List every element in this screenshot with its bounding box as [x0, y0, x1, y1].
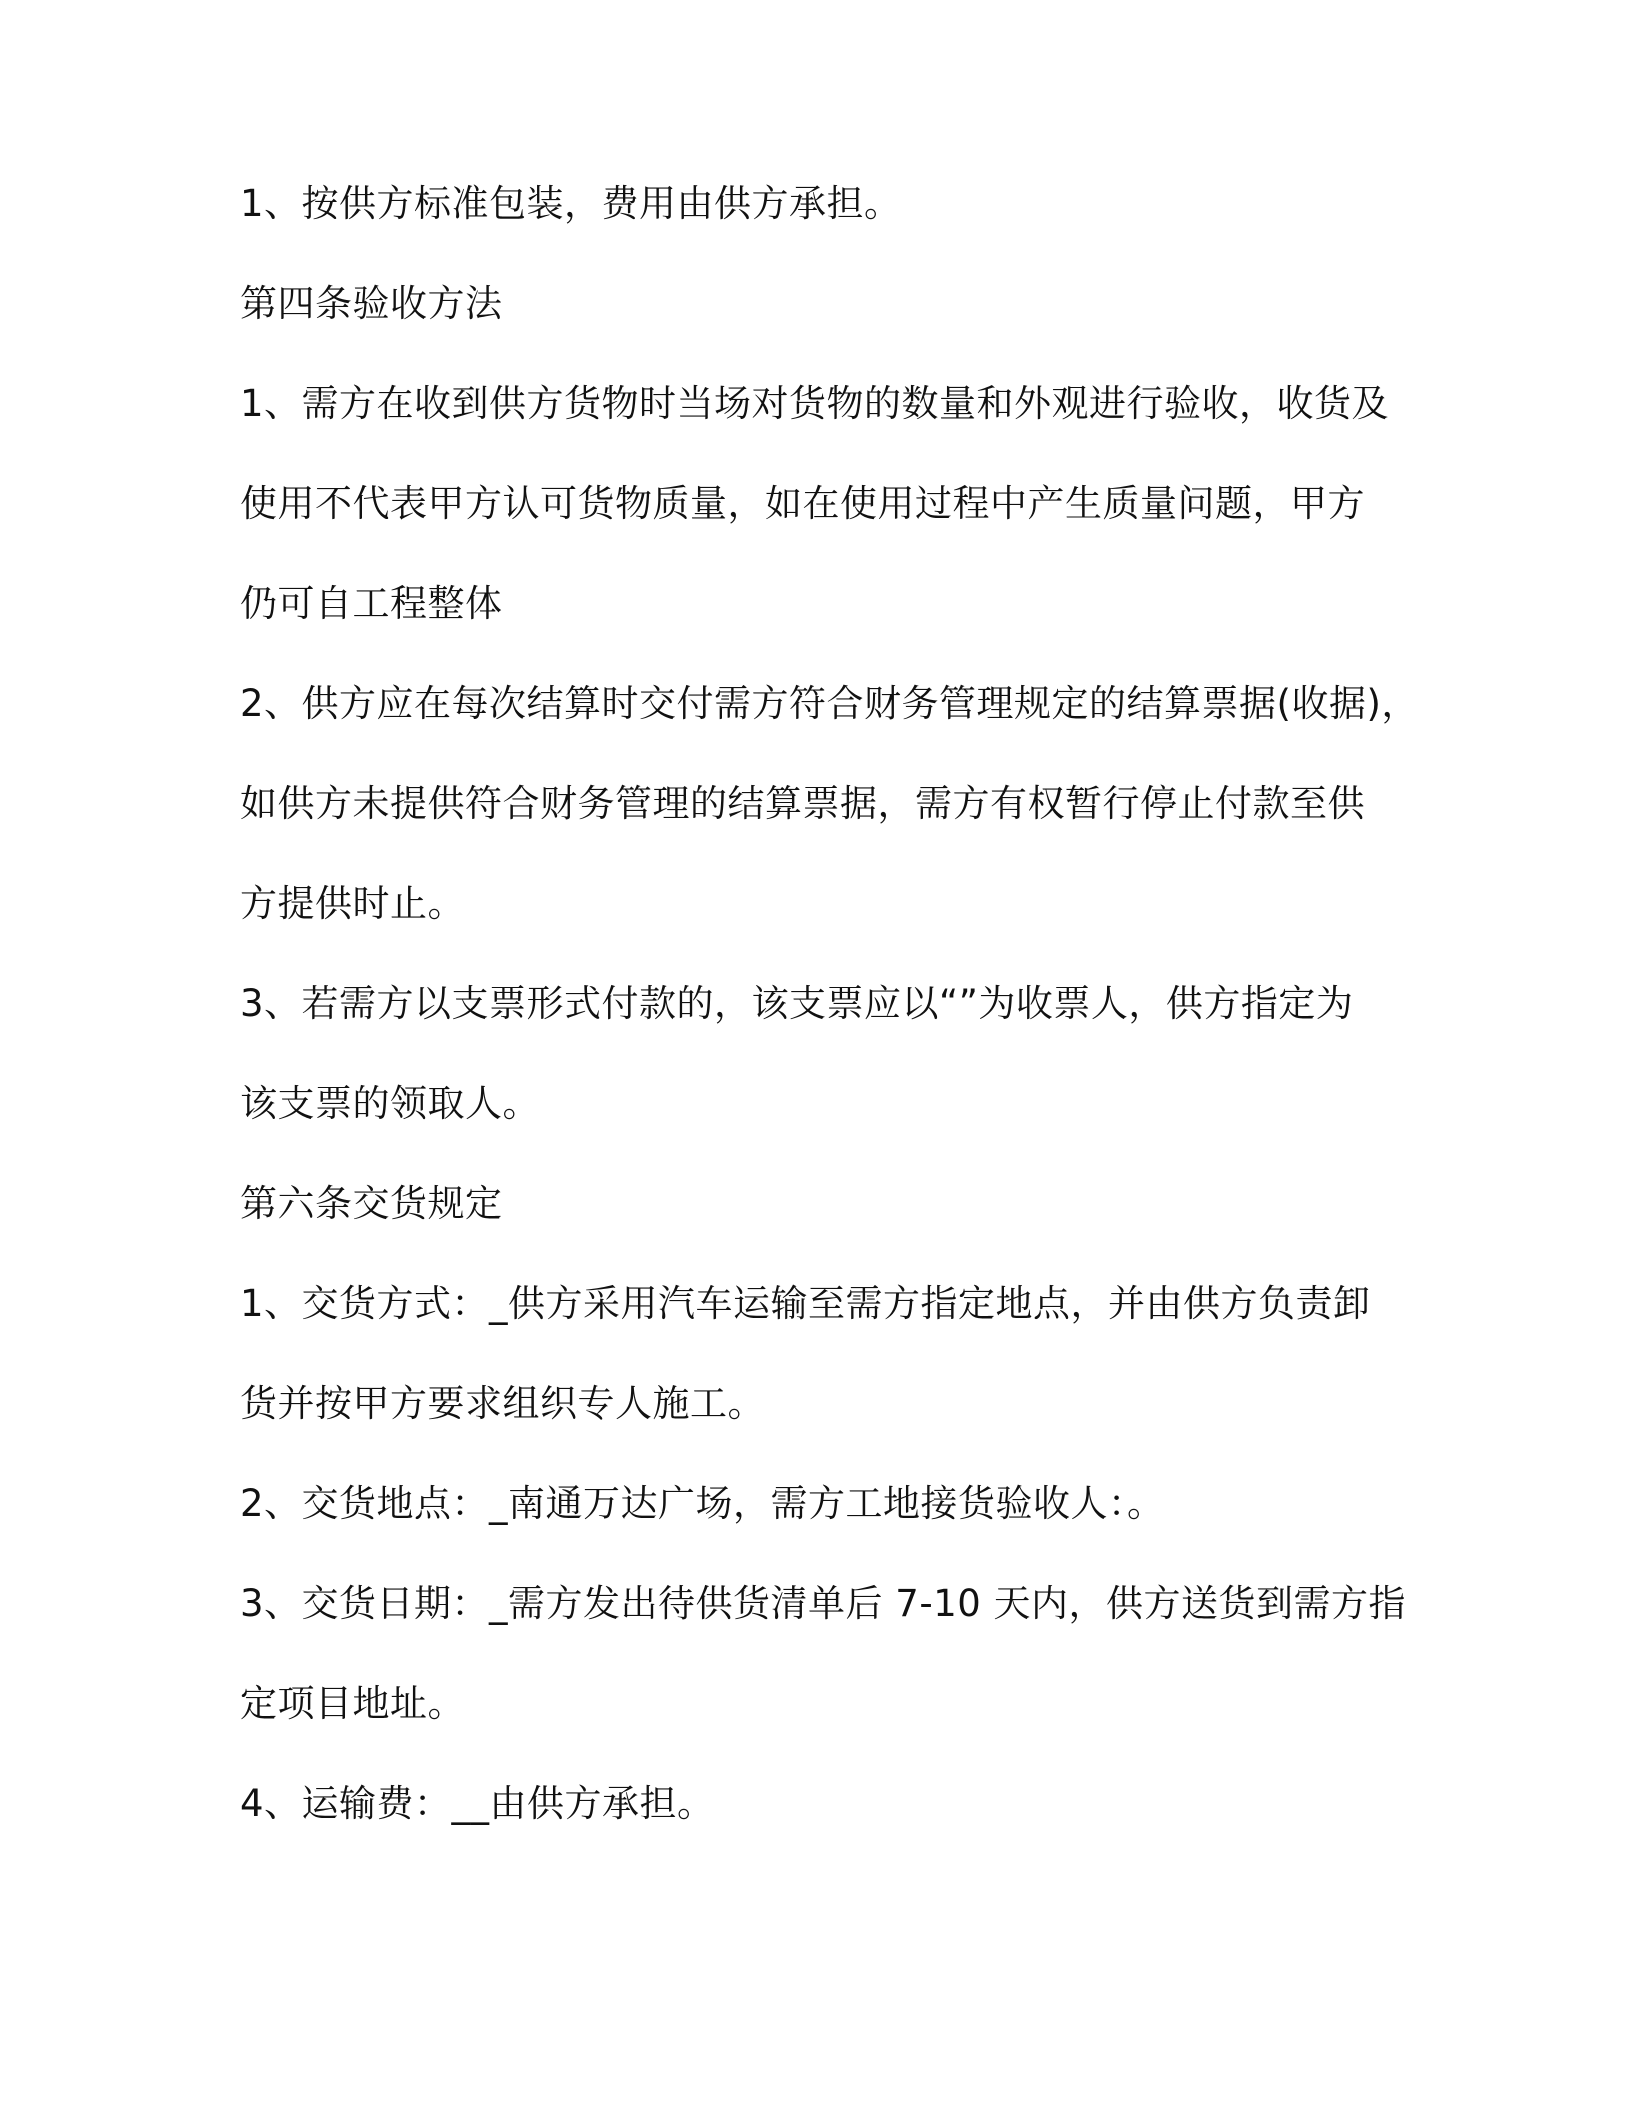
text-line: 如供方未提供符合财务管理的结算票据，需方有权暂行停止付款至供: [240, 782, 1365, 825]
text-line: 定项目地址。: [240, 1682, 465, 1725]
text-line: 2、供方应在每次结算时交付需方符合财务管理规定的结算票据(收据)，: [240, 682, 1419, 725]
section-heading: 第六条交货规定: [240, 1182, 503, 1225]
text-line: 仍可自工程整体: [240, 582, 503, 625]
section-heading: 第四条验收方法: [240, 282, 503, 325]
text-line: 3、交货日期：_需方发出待供货清单后 7-10 天内，供方送货到需方指: [240, 1582, 1407, 1625]
text-line: 4、运输费：__由供方承担。: [240, 1782, 715, 1825]
text-line: 1、按供方标准包装，费用由供方承担。: [240, 182, 902, 225]
text-line: 该支票的领取人。: [240, 1082, 540, 1125]
text-line: 3、若需方以支票形式付款的，该支票应以“”为收票人，供方指定为: [240, 982, 1354, 1025]
text-line: 方提供时止。: [240, 882, 465, 925]
text-line: 使用不代表甲方认可货物质量，如在使用过程中产生质量问题，甲方: [240, 482, 1365, 525]
text-line: 货并按甲方要求组织专人施工。: [240, 1382, 765, 1425]
text-line: 1、交货方式：_供方采用汽车运输至需方指定地点，并由供方负责卸: [240, 1282, 1371, 1325]
text-line: 2、交货地点：_南通万达广场，需方工地接货验收人：。: [240, 1482, 1165, 1525]
text-line: 1、需方在收到供方货物时当场对货物的数量和外观进行验收，收货及: [240, 382, 1390, 425]
